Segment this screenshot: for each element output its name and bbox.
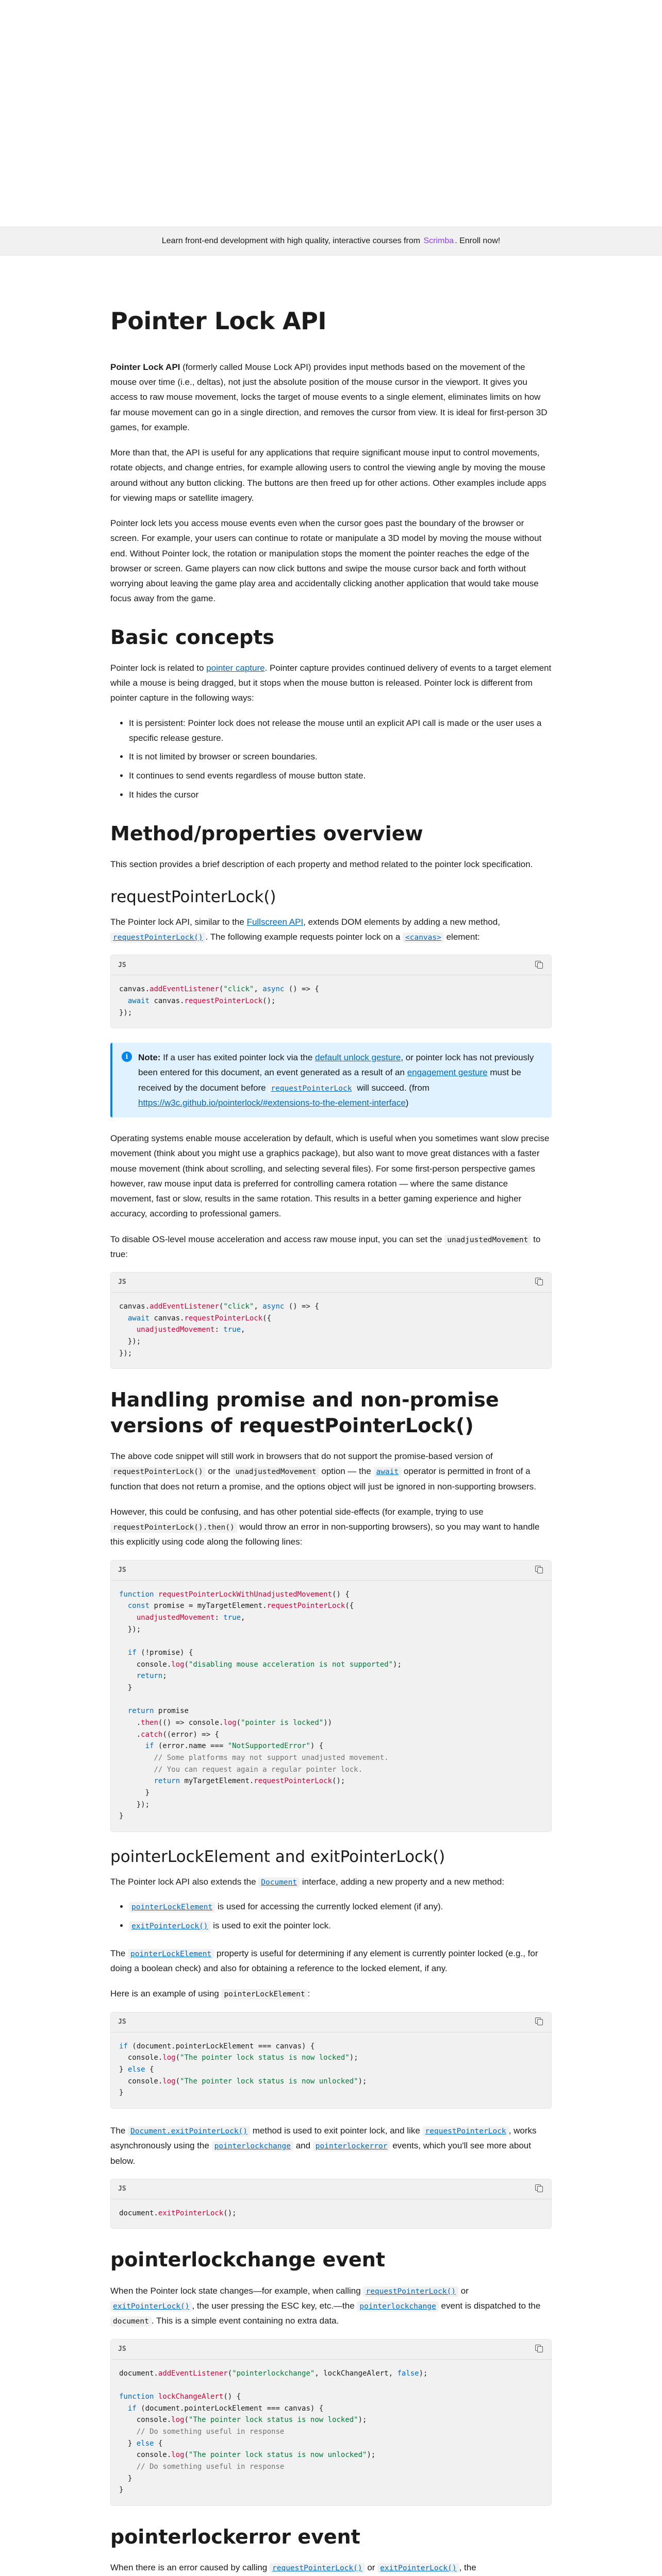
copy-icon [535, 1566, 542, 1572]
link-document-exit-pointer-lock[interactable]: Document.exitPointerLock() [128, 2126, 250, 2136]
page-title: Pointer Lock API [110, 307, 326, 335]
heading-method-overview: Method/properties overview [110, 822, 423, 845]
acceleration-paragraph: Operating systems enable mouse acceleration by default, which is useful when you sometimes want slow precise movement (think about you might use a graphics package), but also want to move great distances with a faster mouse movement (think about scrolling, and selecting several files). For some first-person perspective games however, raw mouse input data is preferred for controlling camera rotation — where the same distance movement, fast or slow, results in the same rotation. This results in a better gaming experience and higher accuracy, according to professional gamers. [110, 1133, 550, 1219]
banner-text-end: . Enroll now! [455, 236, 501, 245]
promise-paragraph-1: The above code snippet will still work in browsers that do not support the promise-based version of requestPointerLock() or the unadjustedMovement option — the await operator is permitted in front of a function that does not return a promise, and the options object will just be ignored in non-supporting browsers. [110, 1451, 536, 1492]
link-exit-pointer-lock-3[interactable]: exitPointerLock() [377, 2563, 459, 2572]
intro-paragraph-1: Pointer Lock API (formerly called Mouse Lock API) provides input methods based on the movement of the mouse over time (i.e., deltas), not just the absolute position of the mouse cursor in the viewport. It gives you access to raw mouse movement, locks the target of mouse events to a single element, eliminates limits on how far mouse movement can go in a single direction, and removes the cursor from view. It is ideal for first-person 3D games, for example. [110, 362, 548, 432]
note-text: Note: If a user has exited pointer lock via the default unlock gesture, or pointer lock has not previously been entered for this document, an event generated as a result of an engagement gesture must be received by the document before requestPointerLock will succeed. (from https://w3c.github.io/pointerlock/#extensions-to-the-element-interface) [138, 1053, 534, 1108]
promise-paragraph-2: However, this could be confusing, and has other potential side-effects (for example, trying to use requestPointerLock().then() would throw an error in non-supporting browsers), so you may want to handle this explicitly using code along the following lines: [110, 1506, 540, 1547]
link-spec[interactable]: https://w3c.github.io/pointerlock/#extensions-to-the-element-interface [138, 1097, 406, 1108]
basic-paragraph: Pointer lock is related to pointer capture. Pointer capture provides continued delivery of events to a target element while a mouse is being dragged, but it stops when the mouse button is released. Pointer lock is different from pointer capture in the following ways: [110, 663, 552, 703]
heading-request-pointer-lock: requestPointerLock() [110, 887, 276, 906]
intro-paragraph-3: Pointer lock lets you access mouse events even when the cursor goes past the boundary of the browser or screen. For example, your users can continue to rotate or manipulate a 3D model by moving the mouse without end. Without Pointer lock, the rotation or manipulation stops the moment the pointer reaches the edge of the browser or screen. Game players can now click buttons and swipe the mouse cursor back and forth without worrying about leaving the game play area and accidentally clicking another application that would take mouse focus away from the game. [110, 518, 542, 604]
link-fullscreen-api[interactable]: Fullscreen API [246, 917, 304, 927]
code-lang-label: JS [118, 961, 126, 969]
request-paragraph: The Pointer lock API, similar to the Fullscreen API, extends DOM elements by adding a new method, requestPointerLock() . The following example requests pointer lock on a <canvas> element: [110, 917, 500, 942]
intro-paragraph-2: More than that, the API is useful for any applications that require significant mouse input to control movements, rotate objects, and change entries, for example allowing users to control the viewing angle by moving the mouse around without any button clicking. The buttons are then freed up for other actions. Other examples include apps for viewing maps or satellite imagery. [110, 448, 547, 503]
list-item: • It is persistent: Pointer lock does not release the mouse until an explicit API call is made or the user uses a specific release gesture. [129, 716, 552, 746]
promo-banner [0, 227, 662, 256]
copy-icon [535, 1278, 542, 1284]
list-item: • pointerLockElement is used for accessing the currently locked element (if any). [129, 1900, 552, 1914]
link-request-pointer-lock-note[interactable]: requestPointerLock [268, 1083, 354, 1093]
plelement-paragraph-3: Here is an example of using pointerLockElement : [110, 1989, 310, 1999]
code-lang-label: JS [118, 2345, 126, 2353]
code-example-5 [110, 2179, 552, 2229]
plelement-paragraph-2: The pointerLockElement property is useful for determining if any element is currently pointer locked (e.g., for doing a boolean check) and also for obtaining a reference to the locked element, if any. [110, 1948, 538, 1974]
copy-button[interactable] [533, 2016, 544, 2028]
code-block: canvas.addEventListener("click", async () => { await canvas.requestPointerLock({ unadjustedMovement: true, }); }); [119, 1302, 319, 1358]
code-lang-label: JS [118, 2018, 126, 2026]
plelement-paragraph: The Pointer lock API also extends the Document interface, adding a new property and a new method: [110, 1876, 505, 1887]
heading-handling-promise: Handling promise and non-promise versions of requestPointerLock() [110, 1388, 499, 1437]
link-default-unlock-gesture[interactable]: default unlock gesture [315, 1053, 401, 1063]
link-request-pointer-lock-2[interactable]: requestPointerLock [423, 2126, 509, 2136]
method-paragraph: This section provides a brief description of each property and method related to the pointer lock specification. [110, 859, 533, 870]
code-block: document.exitPointerLock(); [119, 2209, 237, 2217]
code-lang-label: JS [118, 1278, 126, 1286]
list-item: • exitPointerLock() is used to exit the pointer lock. [129, 1919, 552, 1934]
heading-pointerlockerror: pointerlockerror event [110, 2525, 360, 2548]
change-paragraph: When the Pointer lock state changes—for example, when calling requestPointerLock() or exitPointerLock() , the user pressing the ESC key, etc.—the pointerlockchange event is dispatched to the document . This is a simple event containing no extra data. [110, 2285, 541, 2326]
code-lang-label: JS [118, 1566, 126, 1574]
copy-icon [535, 2345, 542, 2351]
info-icon: i [122, 1052, 132, 1062]
link-request-pointer-lock-3[interactable]: requestPointerLock() [363, 2286, 458, 2296]
heading-pointer-lock-element: pointerLockElement and exitPointerLock() [110, 1847, 445, 1866]
note-callout [110, 1043, 552, 1117]
link-pointerlockchange[interactable]: pointerlockchange [212, 2141, 293, 2150]
code-example-1 [110, 955, 552, 1028]
link-request-pointer-lock[interactable]: requestPointerLock() [110, 932, 206, 942]
link-exit-pointer-lock-2[interactable]: exitPointerLock() [110, 2301, 192, 2311]
link-await[interactable]: await [374, 1466, 402, 1476]
plelement-list [110, 1900, 552, 1934]
code-example-2 [110, 1272, 552, 1369]
list-item: • It is not limited by browser or screen boundaries. [129, 750, 552, 765]
link-exit-pointer-lock[interactable]: exitPointerLock() [129, 1921, 210, 1930]
link-pointerlockchange-2[interactable]: pointerlockchange [357, 2301, 438, 2311]
copy-icon [535, 2018, 542, 2024]
code-example-3 [110, 1560, 552, 1832]
link-engagement-gesture[interactable]: engagement gesture [407, 1067, 488, 1078]
copy-button[interactable] [533, 1277, 544, 1288]
exit-paragraph: The Document.exitPointerLock() method is used to exit pointer lock, and like requestPointerLock , works asynchronously using the pointerlockchange and pointerlockerror events, which you'll see more about below. [110, 2126, 537, 2166]
copy-icon [535, 2184, 542, 2191]
copy-button[interactable] [533, 1565, 544, 1576]
code-block: if (document.pointerLockElement === canvas) { console.log("The pointer lock status is now locked"); } else { console.log("The pointer lock status is now unlocked"); } [119, 2042, 367, 2097]
link-canvas[interactable]: <canvas> [403, 932, 444, 942]
link-request-pointer-lock-4[interactable]: requestPointerLock() [270, 2563, 365, 2572]
banner-link-scrimba[interactable]: Scrimba [423, 236, 454, 245]
copy-button[interactable] [533, 959, 544, 971]
copy-button[interactable] [533, 2183, 544, 2195]
link-pointerlockerror[interactable]: pointerlockerror [313, 2141, 390, 2150]
link-pointer-capture[interactable]: pointer capture [206, 663, 265, 673]
code-block: function requestPointerLockWithUnadjustedMovement() { const promise = myTargetElement.requestPointerLock({ unadjustedMovement: true, }); if (!promise) { console.log("disabling mouse acceleration is not supported"); return; } return promise .then(() => console.log("pointer is locked")) .catch((error) => { if (error.name === "NotSupportedError") { // Some platforms may not support unadjusted movement. // You can request again a regular pointer lock. return myTargetElement.requestPointerLock(); } }); } [119, 1590, 402, 1821]
basic-list [110, 716, 552, 803]
code-example-4 [110, 2012, 552, 2109]
link-pointer-lock-element[interactable]: pointerLockElement [129, 1902, 215, 1911]
list-item: • It continues to send events regardless of mouse button state. [129, 769, 552, 784]
unadjusted-paragraph: To disable OS-level mouse acceleration and access raw mouse input, you can set the unadjustedMovement to true: [110, 1234, 541, 1259]
banner-text: Learn front-end development with high quality, interactive courses from [161, 236, 421, 245]
error-paragraph: When there is an error caused by calling requestPointerLock() or exitPointerLock() , the [110, 2563, 476, 2573]
code-lang-label: JS [118, 2185, 126, 2193]
article [110, 256, 552, 2576]
link-pointer-lock-element-2[interactable]: pointerLockElement [128, 1948, 214, 1958]
copy-button[interactable] [533, 2344, 544, 2355]
code-block: canvas.addEventListener("click", async () => { await canvas.requestPointerLock(); }); [119, 985, 319, 1017]
top-blank-area [0, 0, 662, 227]
list-item: • It hides the cursor [129, 788, 552, 803]
link-document[interactable]: Document [258, 1877, 300, 1887]
copy-icon [535, 961, 542, 968]
code-block: document.addEventListener("pointerlockchange", lockChangeAlert, false); function lockChangeAlert() { if (document.pointerLockElement === canvas) { console.log("The pointer lock status is now locked"); // Do something useful in response } else { console.log("The pointer lock status is now unlocked"); // Do something useful in response } } [119, 2369, 428, 2495]
code-example-6 [110, 2339, 552, 2506]
heading-pointerlockchange: pointerlockchange event [110, 2248, 386, 2272]
heading-basic-concepts: Basic concepts [110, 625, 274, 649]
